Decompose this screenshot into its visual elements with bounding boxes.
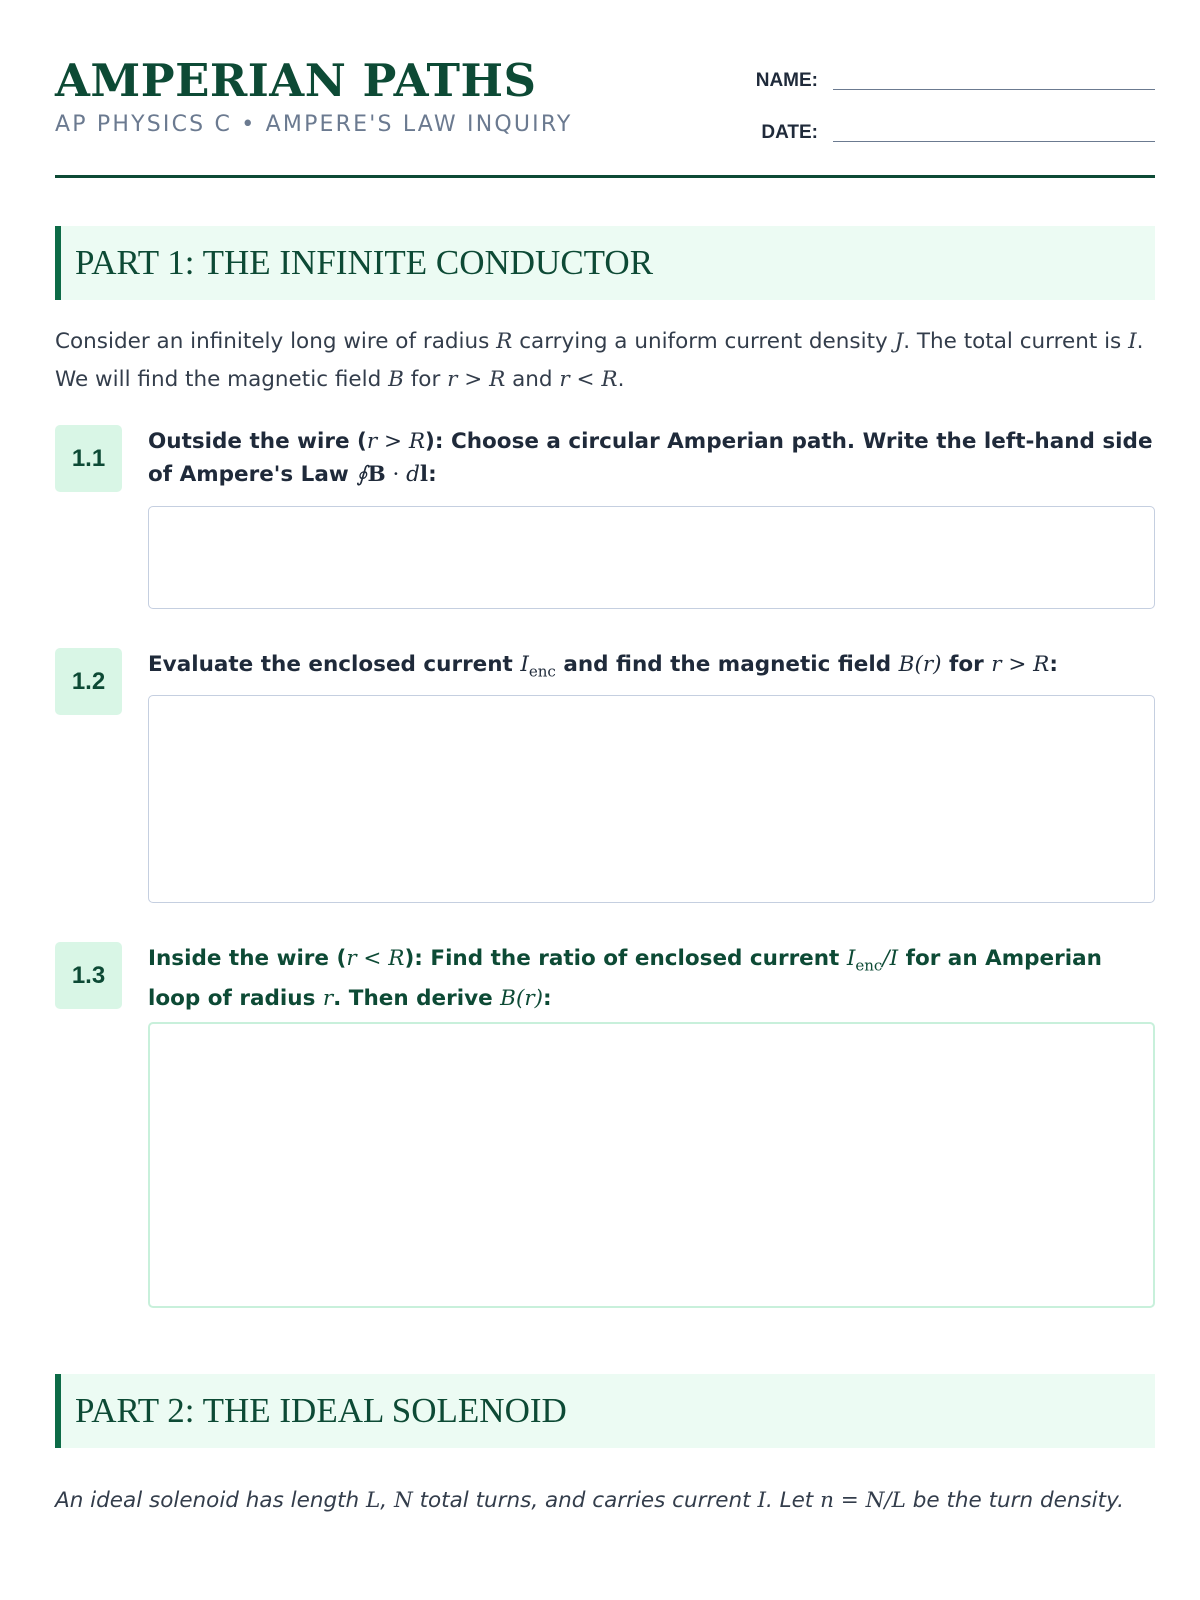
- prompt-text: :: [1049, 652, 1058, 677]
- question-number-badge: [55, 942, 122, 1009]
- intro-text: .: [617, 367, 625, 392]
- answer-box-1-2[interactable]: [148, 695, 1155, 903]
- intro-text: carrying a uniform current density: [512, 329, 895, 354]
- math-expression: r < R: [559, 367, 618, 392]
- question-1-2-prompt: [148, 648, 1158, 688]
- math-symbol: l: [419, 462, 429, 487]
- answer-box-1-3[interactable]: [148, 1022, 1155, 1308]
- intro-text: Consider an infinitely long wire of radius: [55, 329, 497, 354]
- name-field[interactable]: [755, 58, 1155, 98]
- math-symbol: I: [757, 1488, 766, 1513]
- answer-box-1-1[interactable]: [148, 506, 1155, 609]
- intro-text: for: [403, 367, 448, 392]
- question-number-badge: [55, 648, 122, 715]
- math-symbol: N: [393, 1488, 413, 1513]
- question-1-3-prompt: [148, 942, 1158, 1015]
- math-symbol: B: [388, 367, 404, 392]
- worksheet-header: [55, 50, 1155, 178]
- part-2-banner: [55, 1374, 1155, 1448]
- math-symbol: B: [367, 462, 386, 487]
- prompt-text: Evaluate the enclosed current: [148, 652, 521, 677]
- intro-text: ,: [380, 1488, 394, 1513]
- name-label: NAME:: [755, 70, 818, 91]
- math-subscript: enc: [855, 956, 883, 975]
- contour-integral-symbol: ∮: [356, 462, 368, 487]
- prompt-text: Inside the wire (: [148, 946, 347, 971]
- math-expression: /I: [882, 946, 899, 971]
- math-expression: r > R: [991, 652, 1050, 677]
- page-subtitle: AP PHYSICS C • AMPERE'S LAW INQUIRY: [55, 112, 573, 137]
- date-label: DATE:: [761, 122, 818, 143]
- math-expression: B(r): [500, 986, 544, 1012]
- math-expression: r > R: [366, 429, 426, 454]
- page-title: AMPERIAN PATHS: [55, 54, 537, 107]
- math-expression: r < R: [346, 946, 405, 971]
- prompt-text: :: [543, 986, 552, 1012]
- math-expression: n = N/L: [820, 1488, 906, 1513]
- part-1-intro: [55, 323, 1155, 399]
- math-symbol: J: [894, 329, 904, 354]
- prompt-text: Outside the wire (: [148, 429, 367, 454]
- math-symbol: d: [406, 462, 420, 487]
- part-1-banner: [55, 226, 1155, 300]
- prompt-text: ): Find the ratio of enclosed current: [404, 946, 847, 971]
- question-1-1-prompt: [148, 425, 1158, 491]
- intro-text: and: [505, 367, 560, 392]
- part-2-intro: [55, 1484, 1155, 1518]
- math-expression: r > R: [447, 367, 506, 392]
- math-symbol: I: [1128, 329, 1137, 354]
- part-1-heading: PART 1: THE INFINITE CONDUCTOR: [75, 243, 654, 282]
- part-2-heading: PART 2: THE IDEAL SOLENOID: [75, 1391, 567, 1430]
- prompt-text: :: [428, 462, 437, 487]
- intro-text: be the turn density.: [905, 1488, 1124, 1513]
- math-symbol: ·: [385, 462, 407, 487]
- name-line[interactable]: [833, 89, 1155, 90]
- math-symbol: r: [322, 986, 334, 1012]
- worksheet-page: [55, 0, 1155, 1600]
- intro-text: . The total current is: [903, 329, 1129, 354]
- prompt-text: . Then derive: [333, 986, 501, 1012]
- prompt-text: for: [941, 652, 992, 677]
- math-symbol: I: [520, 652, 529, 677]
- question-number-badge: [55, 425, 122, 492]
- question-number: 1.2: [71, 668, 106, 695]
- question-number: 1.3: [71, 962, 106, 989]
- date-field[interactable]: [755, 110, 1155, 150]
- math-subscript: enc: [528, 662, 556, 681]
- date-line[interactable]: [833, 141, 1155, 142]
- intro-text: total turns, and carries current: [412, 1488, 758, 1513]
- prompt-text: for an Amperian loop of radius: [148, 946, 1102, 1012]
- intro-text: An ideal solenoid has length: [55, 1488, 366, 1513]
- math-symbol: R: [496, 329, 513, 354]
- math-symbol: L: [366, 1488, 381, 1513]
- math-symbol: I: [846, 946, 856, 971]
- prompt-text: ): Choose a circular Amperian path. Write the left-hand side of Ampere's Law: [148, 429, 1153, 487]
- intro-text: . We will find the magnetic field: [55, 329, 1144, 392]
- prompt-text: and find the magnetic field: [555, 652, 899, 677]
- intro-text: . Let: [765, 1488, 821, 1513]
- question-number: 1.1: [71, 445, 106, 472]
- math-expression: B(r): [898, 652, 942, 677]
